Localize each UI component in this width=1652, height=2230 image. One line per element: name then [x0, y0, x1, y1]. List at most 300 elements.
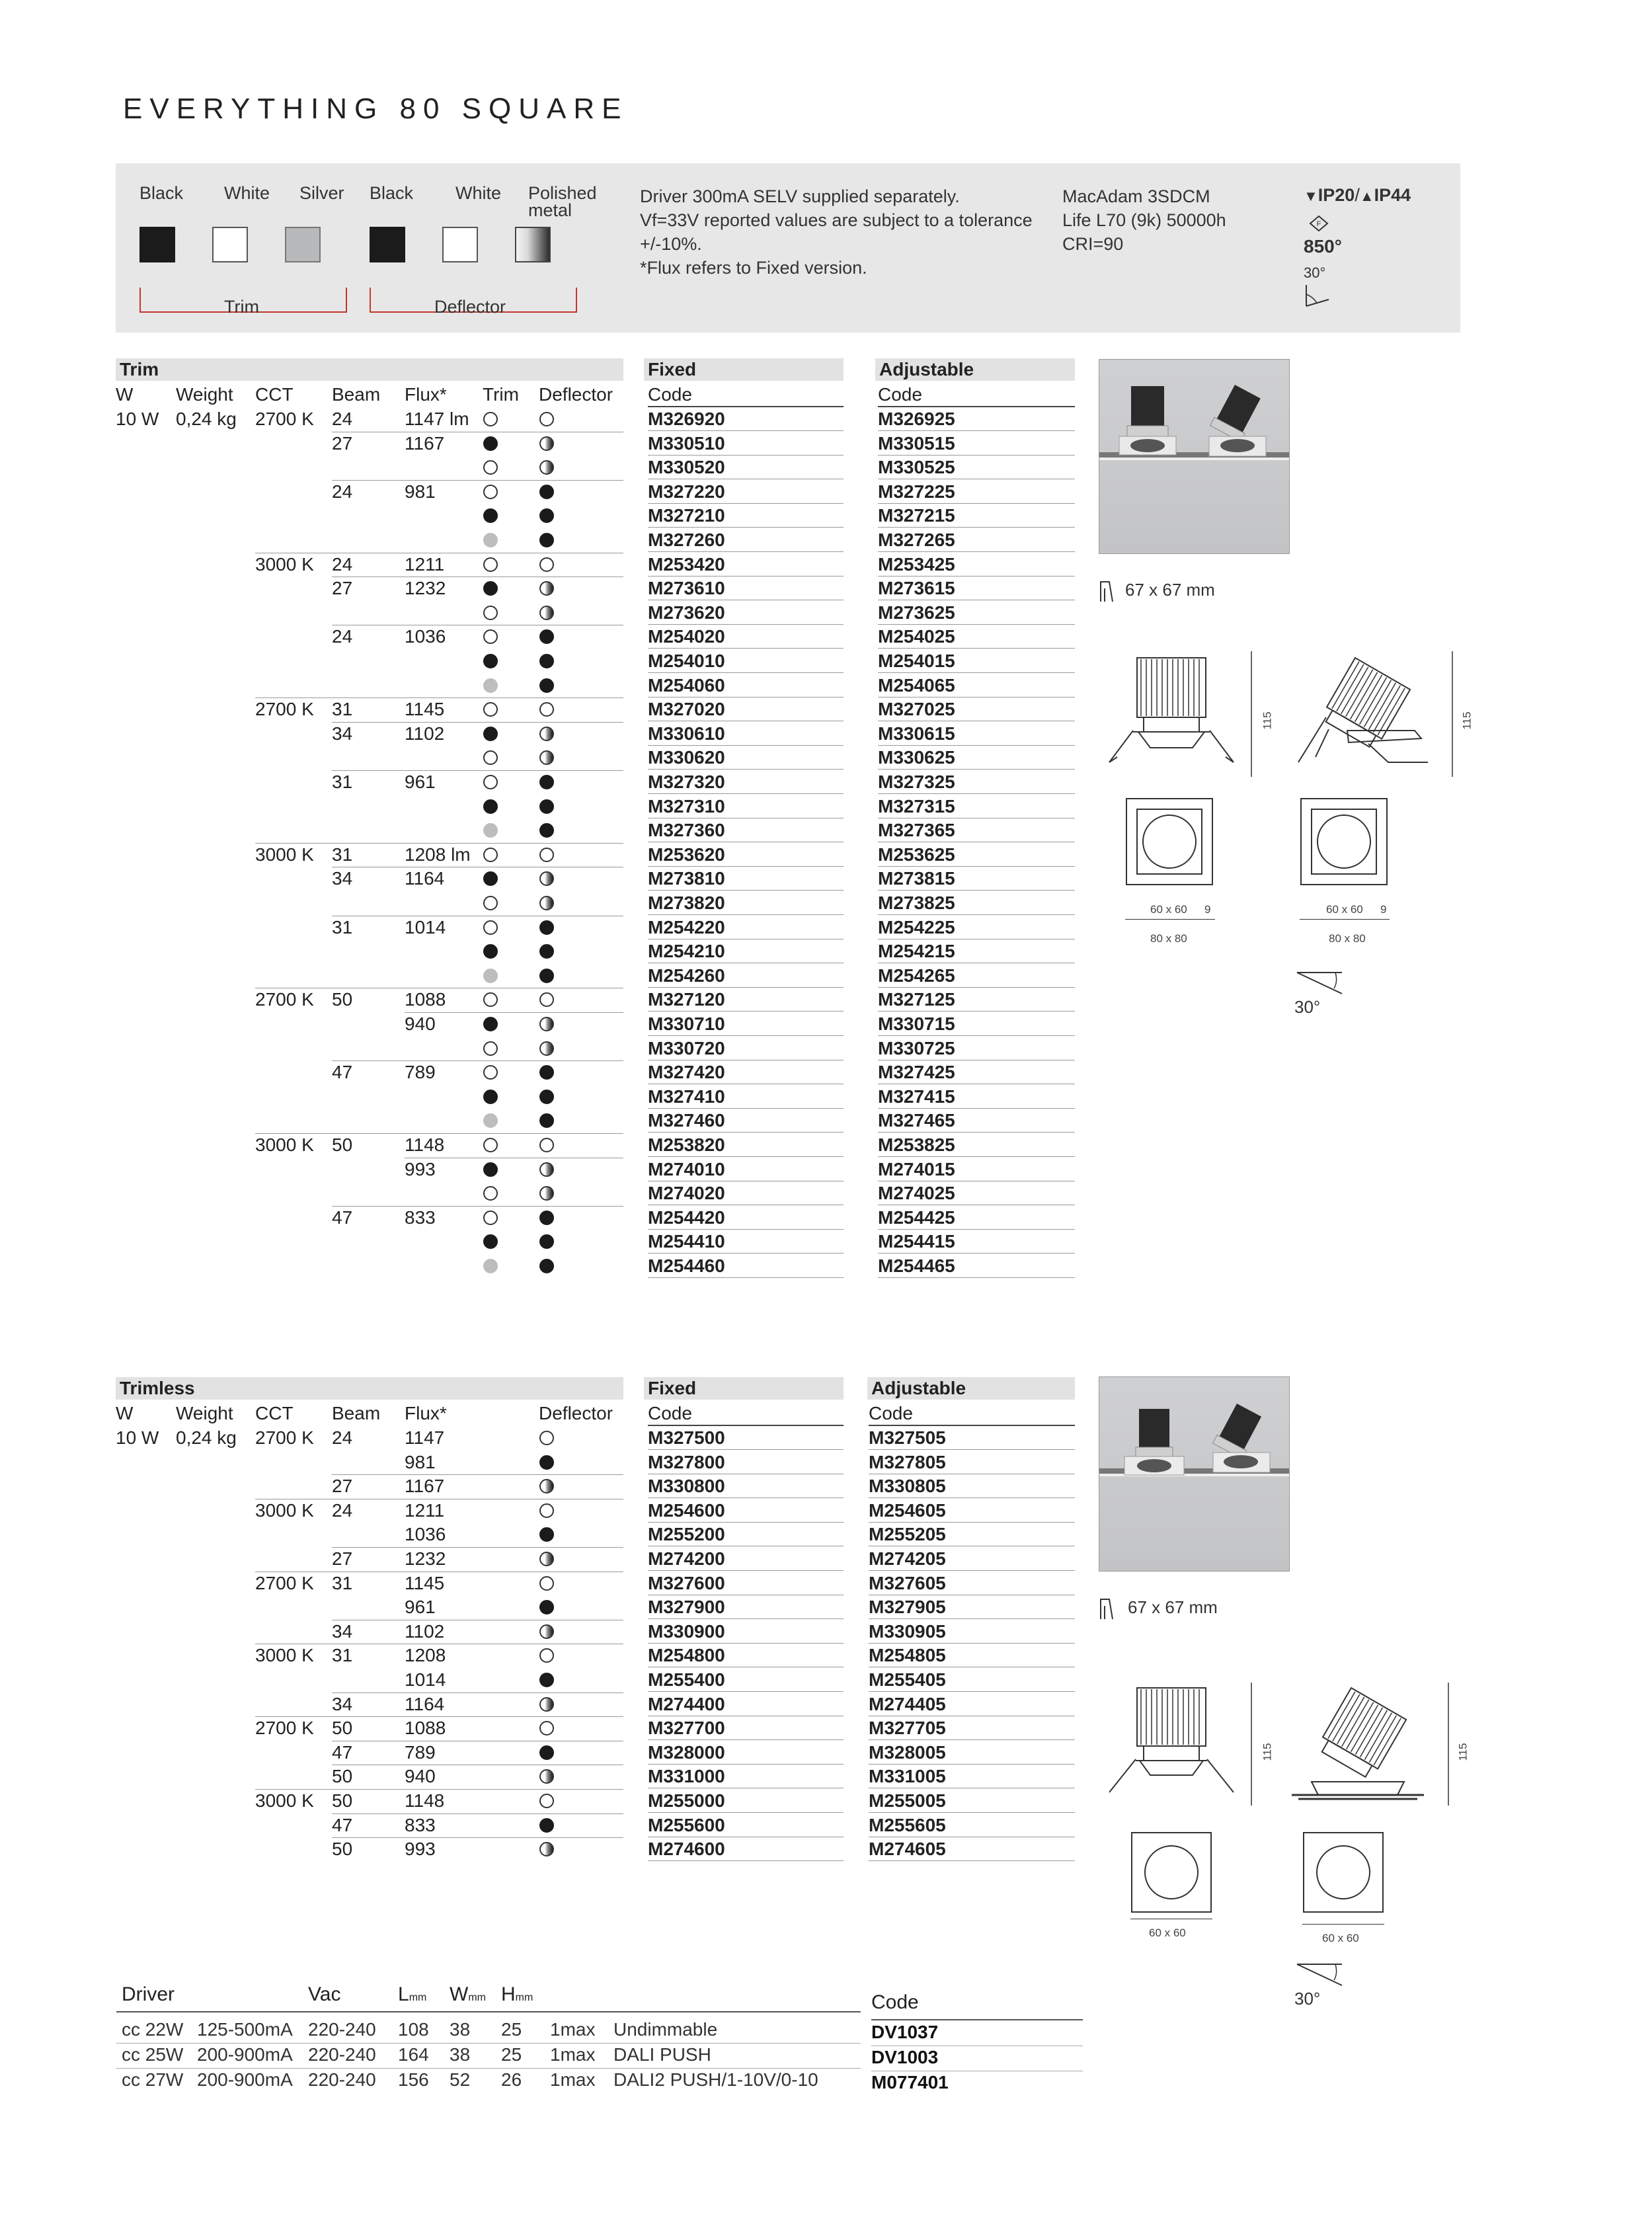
code-fixed: M327360 — [648, 818, 844, 842]
ip-up-icon: ▲ — [1359, 188, 1374, 204]
cell-flux: 981 — [405, 1451, 436, 1472]
deflector-finish-white-icon — [539, 992, 554, 1007]
code-fixed: M254600 — [648, 1499, 844, 1523]
code-fixed: M330520 — [648, 456, 844, 479]
deflector-finish-white-icon — [539, 1648, 554, 1663]
code-fixed: M330510 — [648, 432, 844, 456]
cell-beam: 31 — [332, 772, 353, 792]
trim-finish-black-icon — [483, 581, 498, 596]
code-fixed: M327500 — [648, 1426, 844, 1450]
driver-vac: 220-240 — [308, 2069, 376, 2090]
cell-beam: 27 — [332, 578, 353, 599]
cell-flux: 961 — [405, 772, 436, 792]
deflector-finish-half-icon — [539, 1162, 554, 1177]
driver-header: Driver — [122, 1983, 175, 2005]
table-row — [0, 1012, 1124, 1037]
code-fixed: M255200 — [648, 1523, 844, 1546]
cell-flux: 1232 — [405, 578, 446, 599]
table-row — [0, 407, 1124, 432]
code-fixed: M273810 — [648, 867, 844, 891]
col-w: W — [116, 384, 134, 405]
code-fixed: M253420 — [648, 553, 844, 577]
cell-beam: 47 — [332, 1062, 353, 1083]
driver-vac: 220-240 — [308, 2044, 376, 2065]
table-row — [0, 553, 1124, 577]
cell-flux: 1208 lm — [405, 844, 471, 865]
trim-finish-white-icon — [483, 702, 498, 717]
inner-dim-line — [1302, 1924, 1384, 1925]
col-weight: Weight — [176, 384, 233, 405]
vac-header: Vac — [308, 1983, 341, 2005]
driver-max: 1max — [550, 2044, 596, 2065]
finish-label: Black — [139, 183, 184, 203]
cell-flux: 1102 — [405, 723, 445, 744]
finish-label: White — [455, 183, 502, 203]
deflector-finish-half-icon — [539, 460, 554, 475]
product-photo-trimless — [1099, 1376, 1290, 1572]
table-row — [0, 1451, 1124, 1475]
cell-cct: 3000 K — [255, 553, 314, 575]
driver-h: 25 — [501, 2019, 522, 2040]
deflector-finish-half-icon — [539, 727, 554, 741]
angle-icon — [1304, 282, 1331, 312]
code-adjustable: M330725 — [878, 1037, 1075, 1060]
trim-finish-black-icon — [483, 1090, 498, 1104]
cell-cct: 2700 K — [255, 1427, 314, 1448]
deflector-finish-half-icon — [539, 1479, 554, 1493]
width-unit: mm — [468, 1992, 486, 2003]
code-fixed: M327800 — [648, 1451, 844, 1474]
cell-flux: 1145 — [405, 699, 445, 720]
table-row — [0, 1060, 1124, 1085]
code-fixed: M327600 — [648, 1572, 844, 1595]
code-fixed: M327120 — [648, 988, 844, 1012]
code-adjustable: M273825 — [878, 891, 1075, 915]
deflector-finish-white-icon — [539, 1138, 554, 1152]
height-dim-line — [1248, 1683, 1255, 1818]
table-row — [0, 818, 1124, 843]
code-fixed: M330720 — [648, 1037, 844, 1060]
cell-flux: 1088 — [405, 1718, 446, 1739]
code-adjustable: M327325 — [878, 770, 1075, 794]
table-row — [0, 1620, 1124, 1644]
table-row — [0, 432, 1124, 456]
table-row — [0, 1547, 1124, 1572]
drawing-fixed-side-trimless — [1097, 1683, 1256, 1825]
code-fixed: M326920 — [648, 407, 844, 431]
code-adjustable: M254215 — [878, 939, 1075, 963]
driver-code: M077401 — [871, 2072, 949, 2092]
deflector-finish-white-icon — [539, 702, 554, 717]
cell-beam: 24 — [332, 409, 353, 429]
code-adjustable: M253625 — [878, 843, 1075, 867]
code-adjustable: M327215 — [878, 504, 1075, 528]
trim-finish-black-icon — [483, 654, 498, 668]
table-row — [0, 528, 1124, 553]
cell-flux: 961 — [405, 1597, 436, 1618]
table-row — [0, 867, 1124, 891]
cutout-icon — [1099, 1597, 1115, 1624]
deflector-finish-half-icon — [539, 1041, 554, 1056]
cell-cct: 3000 K — [255, 1645, 314, 1666]
deflector-finish-black-icon — [539, 533, 554, 547]
deflector-finish-white-icon — [539, 1576, 554, 1591]
code-adjustable: M274025 — [878, 1181, 1075, 1205]
deflector-finish-white-icon — [539, 1503, 554, 1518]
code-adjustable: M255005 — [869, 1789, 1075, 1813]
driver-range: 200-900mA — [197, 2069, 293, 2090]
inner-dim: 60 x 60 — [1322, 1932, 1359, 1944]
outer-dim: 80 x 80 — [1150, 932, 1187, 945]
cell-beam: 47 — [332, 1741, 353, 1763]
deflector-finish-black-icon — [539, 1211, 554, 1225]
code-fixed: M274600 — [648, 1837, 844, 1861]
code-fixed: M255000 — [648, 1789, 844, 1813]
driver-w: 52 — [450, 2069, 471, 2090]
cutout-size: 67 x 67 mm — [1128, 1597, 1218, 1617]
cutout-size: 67 x 67 mm — [1125, 580, 1215, 600]
driver-dim: DALI2 PUSH/1-10V/0-10 — [613, 2069, 818, 2090]
table-row — [0, 1230, 1124, 1254]
code-adjustable: M273625 — [878, 601, 1075, 625]
deflector-finish-half-icon — [539, 581, 554, 596]
deflector-finish-black-icon — [539, 799, 554, 814]
driver-range: 200-900mA — [197, 2044, 293, 2065]
cell-flux: 1147 — [405, 1427, 445, 1448]
cell-beam: 31 — [332, 844, 353, 865]
code-fixed: M327320 — [648, 770, 844, 794]
table-row — [0, 1109, 1124, 1133]
cell-cct: 3000 K — [255, 1790, 314, 1811]
code-fixed: M327260 — [648, 528, 844, 552]
driver-note: +/-10%. — [640, 234, 702, 254]
ip-rating-b: IP44 — [1374, 185, 1411, 205]
svg-text:F: F — [1316, 220, 1321, 228]
deflector-finish-black-icon — [539, 508, 554, 523]
driver-note: *Flux refers to Fixed version. — [640, 258, 867, 278]
deflector-finish-half-icon — [539, 606, 554, 620]
col-deflector: Deflector — [539, 1403, 613, 1423]
table-row — [0, 1837, 1124, 1862]
deflector-finish-white-icon — [539, 557, 554, 572]
cell-beam: 31 — [332, 1645, 353, 1666]
code-adjustable: M254265 — [878, 964, 1075, 988]
code-adjustable: M273815 — [878, 867, 1075, 891]
trim-finish-white-icon — [483, 992, 498, 1007]
driver-note: Vf=33V reported values are subject to a tolerance — [640, 210, 1033, 230]
height-dim: 115 — [1460, 711, 1474, 730]
code-adjustable: M330525 — [878, 456, 1075, 479]
code-adjustable: M330615 — [878, 722, 1075, 746]
code-adjustable: M255405 — [869, 1668, 1075, 1692]
code-adjustable: M254025 — [878, 625, 1075, 649]
trim-finish-grey-icon — [483, 969, 498, 983]
code-fixed: M255600 — [648, 1813, 844, 1837]
trim-finish-black-icon — [483, 436, 498, 451]
outer-dim: 80 x 80 — [1329, 932, 1366, 945]
height-dim-line — [1445, 1683, 1452, 1818]
code-fixed: M274010 — [648, 1158, 844, 1181]
trim-finish-black-icon — [483, 799, 498, 814]
driver-h: 26 — [501, 2069, 522, 2090]
driver-l: 164 — [398, 2044, 429, 2065]
cell-cct: 2700 K — [255, 1718, 314, 1739]
deflector-finish-black-icon — [539, 1234, 554, 1249]
code-fixed: M254010 — [648, 649, 844, 673]
code-fixed: M253820 — [648, 1133, 844, 1157]
deflector-finish-half-icon — [539, 1017, 554, 1031]
table-row — [0, 964, 1124, 988]
cell-flux: 1208 — [405, 1645, 446, 1666]
cell-flux: 1167 — [405, 1476, 445, 1497]
optics-notes — [1062, 184, 1226, 256]
section-header-fixed: Fixed — [644, 1377, 844, 1400]
code-adjustable: M327025 — [878, 697, 1075, 721]
inner-dim: 60 x 60 — [1150, 903, 1187, 916]
col-code-fixed: Code — [648, 383, 844, 407]
table-row — [0, 1692, 1124, 1717]
cell-weight: 0,24 kg — [176, 409, 237, 429]
cell-flux: 833 — [405, 1207, 436, 1228]
code-adjustable: M330625 — [878, 746, 1075, 770]
cell-beam: 47 — [332, 1814, 353, 1835]
code-adjustable: M327905 — [869, 1595, 1075, 1619]
code-fixed: M254020 — [648, 625, 844, 649]
trim-finish-white-icon — [483, 1186, 498, 1201]
deflector-finish-half-icon — [539, 1697, 554, 1712]
cell-flux: 940 — [405, 1766, 436, 1787]
table-row — [0, 988, 1124, 1012]
driver-max: 1max — [550, 2019, 596, 2040]
bezel-dim: 9 — [1380, 903, 1387, 916]
cell-w: 10 W — [116, 1427, 159, 1448]
cell-flux: 993 — [405, 1839, 436, 1860]
table-row — [0, 1813, 1124, 1838]
code-fixed: M274200 — [648, 1547, 844, 1571]
code-fixed: M330800 — [648, 1474, 844, 1498]
driver-h: 25 — [501, 2044, 522, 2065]
code-adjustable: M255605 — [869, 1813, 1075, 1837]
code-adjustable: M331005 — [869, 1765, 1075, 1788]
deflector-finish-half-icon — [539, 1842, 554, 1856]
col-weight: Weight — [176, 1403, 233, 1423]
code-adjustable: M327315 — [878, 795, 1075, 818]
table-row — [0, 1499, 1124, 1523]
table-row — [0, 1426, 1124, 1451]
bezel-dim: 9 — [1204, 903, 1211, 916]
tilt-angle-icon — [1294, 967, 1347, 1000]
cell-flux: 1145 — [405, 1572, 445, 1593]
code-adjustable: M274205 — [869, 1547, 1075, 1571]
deflector-finish-black-icon — [539, 775, 554, 789]
finish-swatch-silver — [285, 227, 321, 262]
code-adjustable: M254425 — [878, 1206, 1075, 1230]
drawing-fixed-side — [1097, 651, 1256, 793]
product-photo-trim — [1099, 359, 1290, 554]
deflector-finish-white-icon — [539, 1431, 554, 1445]
table-row — [0, 1181, 1124, 1206]
length-unit: mm — [409, 1992, 427, 2003]
trim-finish-white-icon — [483, 412, 498, 426]
table-row — [0, 843, 1124, 867]
code-adjustable: M254065 — [878, 674, 1075, 697]
cell-beam: 27 — [332, 1548, 353, 1569]
deflector-finish-half-icon — [539, 871, 554, 886]
table-row — [0, 601, 1124, 625]
code-fixed: M254800 — [648, 1644, 844, 1667]
cell-flux: 1036 — [405, 626, 446, 647]
code-adjustable: M330905 — [869, 1620, 1075, 1644]
height-label: H — [501, 1983, 516, 2005]
code-adjustable: M327465 — [878, 1109, 1075, 1133]
code-adjustable: M327265 — [878, 528, 1075, 552]
driver-notes — [640, 184, 1033, 280]
section-header-trimless: Trimless — [116, 1377, 623, 1400]
optics-note: Life L70 (9k) 50000h — [1062, 210, 1226, 230]
code-fixed: M327410 — [648, 1085, 844, 1109]
code-adjustable: M327415 — [878, 1085, 1075, 1109]
info-banner — [116, 163, 1460, 333]
trim-finish-white-icon — [483, 1041, 498, 1056]
code-fixed: M255400 — [648, 1668, 844, 1692]
deflector-finish-white-icon — [539, 1794, 554, 1808]
cell-w: 10 W — [116, 409, 159, 429]
cell-cct: 2700 K — [255, 989, 314, 1010]
finish-label: Polished metal — [528, 183, 597, 220]
trim-finish-white-icon — [483, 920, 498, 935]
table-row — [0, 504, 1124, 528]
driver-range: 125-500mA — [197, 2019, 293, 2040]
trim-finish-white-icon — [483, 629, 498, 644]
code-fixed: M330620 — [648, 746, 844, 770]
section-header-fixed: Fixed — [644, 358, 844, 381]
cell-beam: 34 — [332, 1693, 353, 1714]
deflector-finish-black-icon — [539, 920, 554, 935]
trim-finish-black-icon — [483, 1234, 498, 1249]
trim-finish-white-icon — [483, 606, 498, 620]
code-adjustable: M253425 — [878, 553, 1075, 577]
table-row — [0, 1523, 1124, 1547]
table-row — [0, 1765, 1124, 1789]
driver-dim: Undimmable — [613, 2019, 718, 2040]
cell-beam: 50 — [332, 1839, 353, 1860]
code-adjustable: M327225 — [878, 480, 1075, 504]
height-dim: 115 — [1261, 1743, 1274, 1761]
length-label: L — [398, 1983, 409, 2005]
height-dim-line — [1248, 651, 1255, 787]
glow-wire-temp: 850° — [1304, 236, 1342, 257]
cell-beam: 34 — [332, 868, 353, 889]
deflector-finish-black-icon — [539, 629, 554, 644]
code-fixed: M331000 — [648, 1765, 844, 1788]
inner-dim: 60 x 60 — [1149, 1927, 1186, 1939]
code-adjustable: M254465 — [878, 1254, 1075, 1278]
trim-finish-black-icon — [483, 727, 498, 741]
deflector-finish-black-icon — [539, 1113, 554, 1128]
table-row — [0, 770, 1124, 795]
cell-flux: 1088 — [405, 989, 446, 1010]
trim-finish-white-icon — [483, 460, 498, 475]
finish-swatch-white — [212, 227, 248, 262]
trim-finish-black-icon — [483, 1162, 498, 1177]
deflector-finish-white-icon — [539, 1721, 554, 1735]
driver-code: DV1037 — [871, 2022, 939, 2042]
driver-vac: 220-240 — [308, 2019, 376, 2040]
cell-beam: 27 — [332, 432, 353, 454]
deflector-finish-black-icon — [539, 1527, 554, 1542]
cell-beam: 24 — [332, 1427, 353, 1448]
optics-note: MacAdam 3SDCM — [1062, 186, 1210, 206]
cell-cct: 2700 K — [255, 699, 314, 720]
cell-flux: 1148 — [405, 1135, 445, 1155]
table-row — [0, 1133, 1124, 1158]
cell-weight: 0,24 kg — [176, 1427, 237, 1448]
cell-flux: 1164 — [405, 1693, 445, 1714]
trim-finish-white-icon — [483, 1065, 498, 1080]
table-row — [0, 456, 1124, 480]
col-code-fixed: Code — [648, 1402, 844, 1426]
deflector-finish-half-icon — [539, 1769, 554, 1784]
col-cct: CCT — [255, 1403, 294, 1423]
driver-code: DV1003 — [871, 2047, 939, 2067]
ip-down-icon: ▼ — [1304, 188, 1318, 204]
trim-finish-black-icon — [483, 508, 498, 523]
trim-finish-grey-icon — [483, 1259, 498, 1273]
code-fixed: M254210 — [648, 939, 844, 963]
deflector-finish-black-icon — [539, 1818, 554, 1833]
cell-flux: 1211 — [405, 553, 445, 575]
col-deflector: Deflector — [539, 384, 613, 405]
cell-cct: 2700 K — [255, 409, 314, 429]
cell-flux: 1232 — [405, 1548, 446, 1569]
deflector-finish-black-icon — [539, 944, 554, 959]
height-dim: 115 — [1456, 1743, 1470, 1761]
ip-rating-a: IP20 — [1318, 185, 1355, 205]
table-row — [0, 1716, 1124, 1741]
cell-flux: 1148 — [405, 1790, 445, 1811]
tilt-angle: 30° — [1294, 997, 1321, 1017]
driver-type: cc 25W — [122, 2044, 184, 2065]
trim-finish-grey-icon — [483, 823, 498, 838]
deflector-finish-half-icon — [539, 1552, 554, 1566]
cell-flux: 993 — [405, 1158, 436, 1179]
trim-finish-white-icon — [483, 848, 498, 862]
height-dim-line — [1449, 651, 1456, 787]
table-row — [0, 1206, 1124, 1230]
driver-row-separator — [116, 2043, 861, 2044]
code-fixed: M254420 — [648, 1206, 844, 1230]
cell-flux: 1211 — [405, 1499, 445, 1521]
col-code-adjustable: Code — [869, 1402, 1075, 1426]
cell-cct: 3000 K — [255, 1499, 314, 1521]
code-adjustable: M327505 — [869, 1426, 1075, 1450]
code-fixed: M330610 — [648, 722, 844, 746]
trim-finish-white-icon — [483, 485, 498, 499]
code-adjustable: M255205 — [869, 1523, 1075, 1546]
cell-beam: 24 — [332, 481, 353, 502]
cell-flux: 940 — [405, 1014, 436, 1034]
code-adjustable: M274405 — [869, 1692, 1075, 1716]
cell-beam: 50 — [332, 989, 353, 1010]
cell-beam: 24 — [332, 553, 353, 575]
inner-dim: 60 x 60 — [1326, 903, 1363, 916]
width-header — [450, 1983, 486, 2006]
cell-flux: 981 — [405, 481, 436, 502]
code-fixed: M273620 — [648, 601, 844, 625]
page-title: EVERYTHING 80 SQUARE — [123, 93, 629, 125]
table-row — [0, 1668, 1124, 1692]
driver-note: Driver 300mA SELV supplied separately. — [640, 186, 960, 206]
